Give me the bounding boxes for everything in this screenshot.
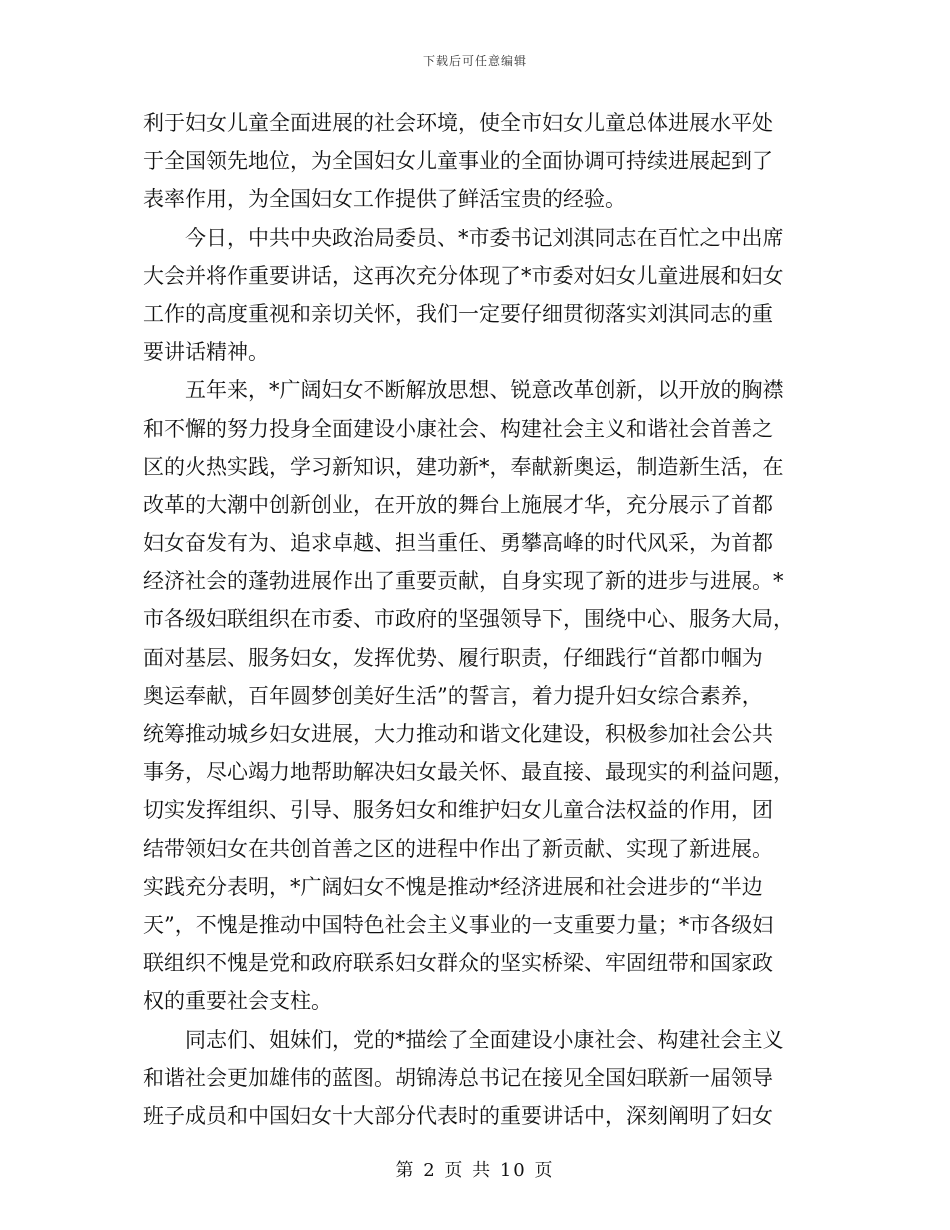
- text-line: 区的火热实践，学习新知识，建功新*，奉献新奥运，制造新生活，在: [143, 454, 784, 479]
- text-line: 于全国领先地位，为全国妇女儿童事业的全面协调可持续进展起到了: [143, 149, 773, 174]
- text-line: 面对基层、服务妇女，发挥优势、履行职责，仔细践行“首都巾帼为: [143, 645, 763, 670]
- text-line: 改革的大潮中创新创业，在开放的舞台上施展才华，充分展示了首都: [143, 492, 773, 517]
- text-line: 要讲话精神。: [143, 340, 269, 365]
- text-line: 班子成员和中国妇女十大部分代表时的重要讲话中，深刻阐明了妇女: [143, 1103, 773, 1128]
- text-line: 市各级妇联组织在市委、市政府的坚强领导下，围绕中心、服务大局，: [143, 607, 794, 632]
- text-line: 统筹推动城乡妇女进展，大力推动和谐文化建设，积极参加社会公共: [143, 722, 773, 746]
- text-line: 事务，尽心竭力地帮助解决妇女最关怀、最直接、最现实的利益问题，: [143, 760, 794, 785]
- text-line: 和谐社会更加雄伟的蓝图。胡锦涛总书记在接见全国妇联新一届领导: [143, 1065, 773, 1090]
- text-line: 利于妇女儿童全面进展的社会环境，使全市妇女儿童总体进展水平处: [143, 111, 773, 135]
- text-line: 和不懈的努力投身全面建设小康社会、构建社会主义和谐社会首善之: [143, 416, 773, 441]
- text-line: 结带领妇女在共创首善之区的进程中作出了新贡献、实现了新进展。: [143, 836, 773, 861]
- text-line: 切实发挥组织、引导、服务妇女和维护妇女儿童合法权益的作用，团: [143, 798, 773, 823]
- text-line: 经济社会的蓬勃进展作出了重要贡献，自身实现了新的进步与进展。*: [143, 569, 784, 594]
- text-line: 奥运奉献，百年圆梦创美好生活”的誓言，着力提升妇女综合素养，: [143, 683, 763, 708]
- paragraph-first-line: 同志们、姐妹们，党的*描绘了全面建设小康社会、构建社会主义: [185, 1027, 784, 1052]
- document-body: [143, 104, 807, 1135]
- paragraph-first-line: 今日，中共中央政治局委员、*市委书记刘淇同志在百忙之中出席: [185, 225, 784, 250]
- text-line: 联组织不愧是党和政府联系妇女群众的坚实桥梁、牢固纽带和国家政: [143, 951, 773, 976]
- text-line: 实践充分表明，*广阔妇女不愧是推动*经济进展和社会进步的“半边: [143, 874, 763, 899]
- text-line: 大会并将作重要讲话，这再次充分体现了*市委对妇女儿童进展和妇女: [143, 263, 784, 288]
- page-header: 下载后可任意编辑: [422, 54, 527, 68]
- text-line: 工作的高度重视和亲切关怀，我们一定要仔细贯彻落实刘淇同志的重: [143, 301, 773, 326]
- text-line: 权的重要社会支柱。: [143, 989, 332, 1014]
- page-number-footer: 第 2 页 共 10 页: [395, 1160, 555, 1181]
- text-line: 妇女奋发有为、追求卓越、担当重任、勇攀高峰的时代风采，为首都: [143, 531, 773, 556]
- text-line: 表率作用，为全国妇女工作提供了鲜活宝贵的经验。: [143, 187, 626, 212]
- text-line: 天”，不愧是推动中国特色社会主义事业的一支重要力量；*市各级妇: [143, 912, 774, 937]
- paragraph-first-line: 五年来，*广阔妇女不断解放思想、锐意改革创新，以开放的胸襟: [185, 378, 784, 403]
